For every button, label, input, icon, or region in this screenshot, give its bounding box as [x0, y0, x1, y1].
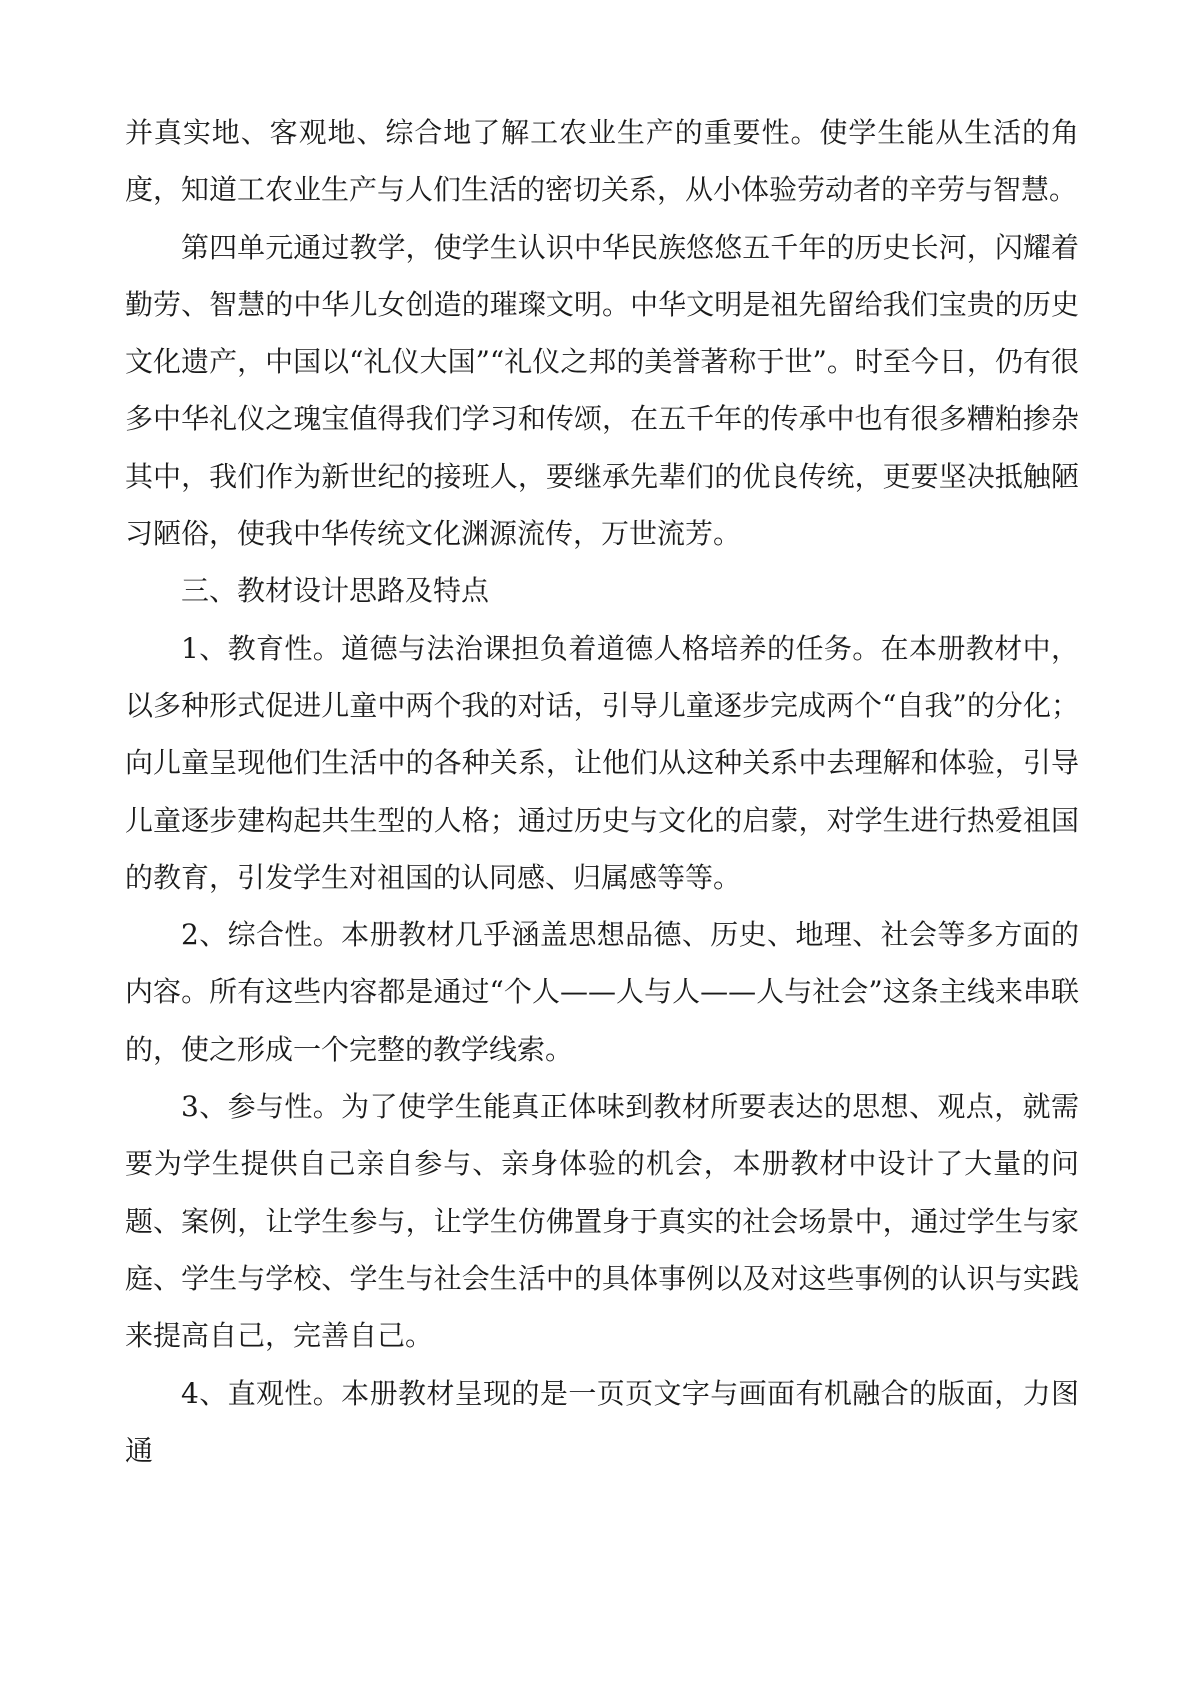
paragraph-unit-four: 第四单元通过教学，使学生认识中华民族悠悠五千年的历史长河，闪耀着勤劳、智慧的中华儿女创造的璀璨文明。中华文明是祖先留给我们宝贵的历史文化遗产，中国以“礼仪大国”“礼仪之邦的美誉著称于世”。时至今日，仍有很多中华礼仪之瑰宝值得我们学习和传颂，在五千年的传承中也有很多糟粕掺杂其中，我们作为新世纪的接班人，要继承先辈们的优良传统，更要坚决抵触陋习陋俗，使我中华传统文化渊源流传，万世流芳。	[125, 230, 1079, 551]
paragraph-educational: 1、教育性。道德与法治课担负着道德人格培养的任务。在本册教材中，以多种形式促进儿童中两个我的对话，引导儿童逐步完成两个“自我”的分化；向儿童呈现他们生活中的各种关系，让他们从这种关系中去理解和体验，引导儿童逐步建构起共生型的人格；通过历史与文化的启蒙，对学生进行热爱祖国的教育，引发学生对祖国的认同感、归属感等等。	[125, 631, 1079, 894]
paragraph-intuitive: 4、直观性。本册教材呈现的是一页页文字与画面有机融合的版面，力图通	[125, 1376, 1079, 1467]
paragraph-continued: 并真实地、客观地、综合地了解工农业生产的重要性。使学生能从生活的角度，知道工农业生产与人们生活的密切关系，从小体验劳动者的辛劳与智慧。	[125, 116, 1079, 207]
section-heading-design-features: 三、教材设计思路及特点	[181, 574, 490, 608]
paragraph-participatory: 3、参与性。为了使学生能真正体味到教材所要表达的思想、观点，就需要为学生提供自己亲自参与、亲身体验的机会，本册教材中设计了大量的问题、案例，让学生参与，让学生仿佛置身于真实的社会场景中，通过学生与家庭、学生与学校、学生与社会生活中的具体事例以及对这些事例的认识与实践来提高自己，完善自己。	[125, 1090, 1079, 1353]
body-text	[125, 104, 1079, 1479]
paragraph-comprehensive: 2、综合性。本册教材几乎涵盖思想品德、历史、地理、社会等多方面的内容。所有这些内容都是通过“个人——人与人——人与社会”这条主线来串联的，使之形成一个完整的教学线索。	[125, 918, 1079, 1066]
